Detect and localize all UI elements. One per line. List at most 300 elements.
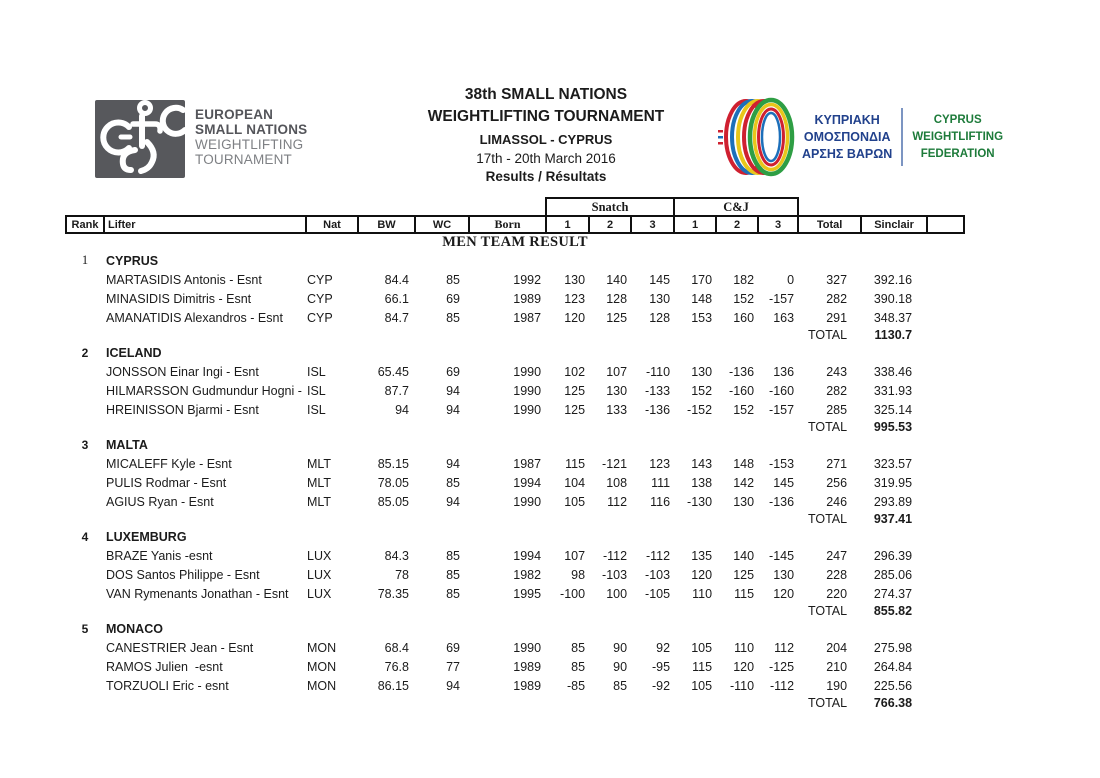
lifter-bodyweight: 66.1 — [384, 291, 409, 306]
attempt-s2: 100 — [606, 586, 628, 601]
lifter-sinclair: 325.14 — [873, 402, 913, 417]
rank-spacer-cell — [66, 362, 104, 381]
lifter-born-year: 1990 — [513, 402, 542, 417]
total-spacer-cell — [66, 695, 798, 711]
lifter-row — [66, 473, 964, 492]
lifter-total: 291 — [826, 310, 848, 325]
col-header-nat: Nat — [306, 216, 358, 233]
lifter-sinclair: 331.93 — [873, 383, 913, 398]
total-spacer-cell — [66, 419, 798, 435]
rank-spacer-cell — [66, 546, 104, 565]
lifter-born-year: 1995 — [513, 586, 542, 601]
col-header-cj-1: 1 — [674, 216, 716, 233]
end-spacer-cell — [927, 454, 964, 473]
attempt-c3: 0 — [787, 272, 795, 287]
end-spacer-cell — [927, 289, 964, 308]
rank-spacer-cell — [66, 270, 104, 289]
left-logo-line-2: SMALL NATIONS — [195, 122, 308, 137]
lifter-nat: MLT — [307, 475, 332, 490]
lifter-born-year: 1989 — [513, 291, 542, 306]
lifter-nat: CYP — [307, 291, 333, 306]
lifter-row — [66, 400, 964, 419]
lifter-name: VAN Rymenants Jonathan - Esnt — [106, 586, 289, 601]
lifter-weight-class: 85 — [446, 586, 460, 601]
attempt-s2: 85 — [613, 678, 628, 693]
end-spacer-cell — [927, 400, 964, 419]
rank-spacer-cell — [66, 454, 104, 473]
lifter-bodyweight: 78 — [395, 567, 409, 582]
team-rank: 2 — [81, 345, 89, 360]
lifter-weight-class: 85 — [446, 567, 460, 582]
english-line-3: FEDERATION — [920, 147, 995, 160]
greek-line-3: ΑΡΣΗΣ ΒΑΡΩΝ — [802, 146, 893, 161]
end-spacer-cell — [927, 327, 964, 343]
lifter-weight-class: 85 — [446, 310, 460, 325]
lifter-nat: LUX — [307, 586, 332, 601]
rank-spacer-cell — [66, 400, 104, 419]
end-spacer-cell — [927, 695, 964, 711]
attempt-c3: 136 — [773, 364, 795, 379]
end-spacer-cell — [927, 473, 964, 492]
col-header-wc: WC — [415, 216, 469, 233]
team-total-row — [66, 327, 964, 343]
lifter-total: 190 — [826, 678, 848, 693]
document-title-block — [346, 84, 746, 186]
group-spacer-right — [798, 198, 964, 216]
end-spacer-cell — [927, 511, 964, 527]
total-spacer-cell — [66, 327, 798, 343]
lifter-born-year: 1990 — [513, 364, 542, 379]
team-header-row — [66, 343, 964, 362]
rank-spacer-cell — [66, 676, 104, 695]
greek-line-1: ΚΥΠΡΙΑΚΗ — [814, 112, 880, 127]
team-name: LUXEMBURG — [106, 529, 187, 544]
greek-line-2: ΟΜΟΣΠΟΝΔΙΑ — [803, 129, 891, 144]
attempt-s3: 128 — [649, 310, 671, 325]
attempt-c2: 115 — [734, 586, 755, 601]
attempt-s1: 85 — [571, 640, 586, 655]
lifter-born-year: 1992 — [513, 272, 542, 287]
attempt-s2: 140 — [606, 272, 628, 287]
logo-divider — [901, 108, 903, 166]
attempt-s2: 90 — [613, 640, 628, 655]
end-spacer-cell — [927, 381, 964, 400]
attempt-c2: 160 — [733, 310, 755, 325]
rank-spacer-cell — [66, 638, 104, 657]
lifter-row — [66, 546, 964, 565]
lifter-nat: MON — [307, 640, 337, 655]
team-total-value: 937.41 — [873, 512, 913, 526]
attempt-s2: 125 — [606, 310, 628, 325]
team-total-row — [66, 511, 964, 527]
group-header-row — [66, 198, 964, 216]
end-spacer-cell — [927, 362, 964, 381]
attempt-c3: -136 — [769, 494, 795, 509]
lifter-total: 247 — [826, 548, 848, 563]
rank-spacer-cell — [66, 308, 104, 327]
end-spacer-cell — [927, 565, 964, 584]
team-total-value: 995.53 — [873, 420, 913, 434]
attempt-s1: 120 — [564, 310, 586, 325]
attempt-s1: 98 — [571, 567, 586, 582]
column-header-row — [66, 216, 964, 233]
attempt-s1: 107 — [564, 548, 586, 563]
lifter-sinclair: 293.89 — [873, 494, 913, 509]
lifter-sinclair: 319.95 — [873, 475, 913, 490]
section-title: MEN TEAM RESULT — [442, 234, 588, 250]
col-header-lifter: Lifter — [104, 216, 306, 233]
end-spacer-cell — [927, 308, 964, 327]
attempt-c1: 143 — [691, 456, 713, 471]
attempt-c1: 148 — [691, 291, 713, 306]
team-header-row — [66, 435, 964, 454]
lifter-bodyweight: 84.3 — [384, 548, 409, 563]
team-total-row — [66, 419, 964, 435]
english-line-1: CYPRUS — [933, 113, 982, 126]
lifter-weight-class: 85 — [446, 475, 460, 490]
team-rank: 1 — [81, 253, 89, 267]
lifter-bodyweight: 84.4 — [384, 272, 409, 287]
lifter-bodyweight: 68.4 — [384, 640, 409, 655]
lifter-weight-class: 94 — [446, 456, 460, 471]
attempt-c3: -153 — [769, 456, 795, 471]
end-spacer-cell — [927, 419, 964, 435]
lifter-total: 271 — [826, 456, 848, 471]
lifter-row — [66, 638, 964, 657]
attempt-s1: -85 — [566, 678, 586, 693]
attempt-s2: 130 — [606, 383, 628, 398]
lifter-name: DOS Santos Philippe - Esnt — [106, 567, 260, 582]
attempt-s1: 125 — [564, 402, 586, 417]
lifter-sinclair: 225.56 — [873, 678, 913, 693]
team-rank: 4 — [81, 529, 89, 544]
lifter-total: 282 — [826, 383, 848, 398]
attempt-c2: -136 — [729, 364, 755, 379]
attempt-c3: -157 — [769, 291, 795, 306]
col-header-rank: Rank — [66, 216, 104, 233]
attempt-c2: 130 — [733, 494, 755, 509]
col-header-sinclair: Sinclair — [861, 216, 927, 233]
lifter-row — [66, 584, 964, 603]
attempt-c1: 105 — [691, 640, 713, 655]
attempt-c3: -112 — [769, 678, 795, 693]
lifter-weight-class: 69 — [446, 364, 460, 379]
lifter-row — [66, 362, 964, 381]
attempt-c3: -160 — [769, 383, 795, 398]
rank-spacer-cell — [66, 289, 104, 308]
lifter-name: HILMARSSON Gudmundur Hogni - — [106, 383, 302, 398]
attempt-c2: 152 — [733, 291, 755, 306]
attempt-s2: 112 — [607, 494, 628, 509]
attempt-c2: 125 — [733, 567, 755, 582]
cyprus-federation-logo — [716, 86, 1003, 188]
team-rank: 5 — [81, 621, 89, 636]
title-line-1: 38th SMALL NATIONS — [464, 86, 628, 103]
end-spacer-cell — [927, 638, 964, 657]
lifter-weight-class: 85 — [446, 272, 460, 287]
team-header-row — [66, 619, 964, 638]
lifter-row — [66, 381, 964, 400]
lifter-sinclair: 275.98 — [873, 640, 913, 655]
attempt-c1: 153 — [691, 310, 713, 325]
team-header-row — [66, 527, 964, 546]
attempt-c3: -157 — [769, 402, 795, 417]
lifter-sinclair: 323.57 — [873, 456, 913, 471]
lifter-name: JONSSON Einar Ingi - Esnt — [106, 364, 259, 379]
attempt-c1: 130 — [691, 364, 713, 379]
team-header-row — [66, 251, 964, 270]
attempt-c1: 110 — [692, 586, 713, 601]
attempt-s3: -110 — [645, 364, 671, 379]
left-logo-line-3: WEIGHTLIFTING — [195, 137, 304, 152]
attempt-c1: 152 — [691, 383, 713, 398]
federation-name-english — [912, 112, 1003, 163]
end-spacer-cell — [927, 657, 964, 676]
lifter-name: CANESTRIER Jean - Esnt — [106, 640, 254, 655]
lifter-bodyweight: 86.15 — [377, 678, 409, 693]
lifter-total: 210 — [826, 659, 848, 674]
lifter-born-year: 1990 — [513, 494, 542, 509]
lifter-nat: MON — [307, 678, 337, 693]
lifter-nat: CYP — [307, 310, 333, 325]
attempt-s1: 125 — [564, 383, 586, 398]
end-spacer-cell — [927, 492, 964, 511]
lifter-bodyweight: 85.15 — [377, 456, 409, 471]
attempt-c3: 130 — [773, 567, 795, 582]
lifter-sinclair: 348.37 — [873, 310, 913, 325]
attempt-c2: -110 — [729, 678, 755, 693]
left-logo-line-1: EUROPEAN — [195, 107, 274, 122]
total-spacer-cell — [66, 511, 798, 527]
end-spacer-cell — [927, 603, 964, 619]
lifter-name: RAMOS Julien -esnt — [106, 659, 223, 674]
lifter-row — [66, 308, 964, 327]
team-name: MONACO — [106, 621, 163, 636]
team-total-label: TOTAL — [807, 512, 848, 526]
lifter-total: 285 — [826, 402, 848, 417]
lifter-nat: CYP — [307, 272, 333, 287]
end-spacer-cell — [927, 270, 964, 289]
lifter-name: MARTASIDIS Antonis - Esnt — [106, 272, 262, 287]
lifter-total: 256 — [826, 475, 848, 490]
team-name: MALTA — [106, 437, 148, 452]
lifter-total: 327 — [826, 272, 848, 287]
attempt-s3: 116 — [650, 494, 671, 509]
lifter-nat: LUX — [307, 567, 332, 582]
attempt-c3: 112 — [774, 640, 795, 655]
attempt-c2: -160 — [729, 383, 755, 398]
col-header-snatch-3: 3 — [631, 216, 674, 233]
lifter-sinclair: 274.37 — [873, 586, 913, 601]
attempt-c2: 110 — [734, 640, 755, 655]
lifter-bodyweight: 94 — [395, 402, 409, 417]
total-spacer-cell — [66, 603, 798, 619]
lifter-weight-class: 94 — [446, 383, 460, 398]
lifter-row — [66, 289, 964, 308]
attempt-s2: -121 — [602, 456, 628, 471]
attempt-c1: -130 — [687, 494, 713, 509]
rank-spacer-cell — [66, 473, 104, 492]
lifter-born-year: 1987 — [513, 456, 542, 471]
snatch-group-header: Snatch — [546, 198, 674, 216]
attempt-s1: 123 — [564, 291, 586, 306]
lifter-bodyweight: 87.7 — [384, 383, 409, 398]
team-name: CYPRUS — [106, 253, 159, 268]
lifter-sinclair: 285.06 — [873, 567, 913, 582]
col-header-total: Total — [798, 216, 861, 233]
attempt-s3: -136 — [645, 402, 671, 417]
team-total-value: 1130.7 — [874, 328, 913, 342]
lifter-born-year: 1989 — [513, 659, 542, 674]
team-total-label: TOTAL — [807, 328, 848, 342]
lifter-total: 282 — [826, 291, 848, 306]
lifter-bodyweight: 65.45 — [377, 364, 409, 379]
attempt-s3: 130 — [649, 291, 671, 306]
lifter-born-year: 1989 — [513, 678, 542, 693]
col-header-empty — [927, 216, 964, 233]
lifter-name: BRAZE Yanis -esnt — [106, 548, 213, 563]
attempt-c1: 135 — [691, 548, 713, 563]
rank-spacer-cell — [66, 657, 104, 676]
section-title-row — [66, 233, 964, 251]
lifter-name: AMANATIDIS Alexandros - Esnt — [106, 310, 283, 325]
lifter-weight-class: 85 — [446, 548, 460, 563]
lifter-born-year: 1987 — [513, 310, 542, 325]
attempt-s2: 108 — [606, 475, 628, 490]
european-small-nations-logo — [95, 100, 307, 178]
rank-spacer-cell — [66, 584, 104, 603]
team-total-value: 766.38 — [873, 696, 913, 710]
team-name: ICELAND — [106, 345, 162, 360]
lifter-row — [66, 492, 964, 511]
rank-spacer-cell — [66, 492, 104, 511]
title-results-label: Results / Résultats — [485, 169, 607, 184]
attempt-s2: -103 — [602, 567, 628, 582]
lifter-born-year: 1994 — [513, 548, 542, 563]
lifter-weight-class: 69 — [446, 640, 460, 655]
attempt-s2: 90 — [613, 659, 628, 674]
attempt-c2: 140 — [733, 548, 755, 563]
lifter-born-year: 1990 — [513, 640, 542, 655]
title-location: LIMASSOL - CYPRUS — [479, 132, 613, 147]
attempt-s3: 92 — [656, 640, 671, 655]
attempt-c2: 120 — [733, 659, 755, 674]
attempt-s2: 133 — [606, 402, 628, 417]
attempt-c1: 115 — [692, 659, 713, 674]
left-logo-line-4: TOURNAMENT — [195, 152, 293, 167]
team-total-label: TOTAL — [807, 420, 848, 434]
lifter-total: 220 — [826, 586, 848, 601]
lifter-nat: ISL — [307, 402, 326, 417]
lifter-row — [66, 565, 964, 584]
lifter-bodyweight: 78.35 — [377, 586, 409, 601]
attempt-c1: 105 — [691, 678, 713, 693]
lifter-name: MICALEFF Kyle - Esnt — [106, 456, 232, 471]
lifter-born-year: 1994 — [513, 475, 542, 490]
lifter-nat: MLT — [307, 494, 332, 509]
lifter-born-year: 1982 — [513, 567, 542, 582]
lifter-nat: ISL — [307, 383, 326, 398]
lifter-row — [66, 270, 964, 289]
lifter-name: AGIUS Ryan - Esnt — [106, 494, 214, 509]
title-line-2: WEIGHTLIFTING TOURNAMENT — [427, 108, 665, 125]
weightlifter-mark-icon — [95, 100, 185, 178]
attempt-c1: 170 — [691, 272, 713, 287]
english-line-2: WEIGHTLIFTING — [912, 130, 1004, 143]
lifter-total: 246 — [826, 494, 848, 509]
team-total-label: TOTAL — [807, 604, 848, 618]
team-total-value: 855.82 — [873, 604, 913, 618]
lifter-weight-class: 77 — [446, 659, 460, 674]
lifter-weight-class: 94 — [446, 678, 460, 693]
lifter-bodyweight: 78.05 — [377, 475, 409, 490]
attempt-s1: 115 — [565, 456, 586, 471]
lifter-total: 228 — [826, 567, 848, 582]
lifter-name: HREINISSON Bjarmi - Esnt — [106, 402, 259, 417]
attempt-c1: 138 — [691, 475, 713, 490]
attempt-c2: 152 — [733, 402, 755, 417]
lifter-nat: LUX — [307, 548, 332, 563]
team-total-row — [66, 603, 964, 619]
lifter-name: PULIS Rodmar - Esnt — [106, 475, 227, 490]
attempt-s2: -112 — [602, 548, 628, 563]
attempt-c2: 142 — [733, 475, 755, 490]
lifter-sinclair: 390.18 — [873, 291, 913, 306]
lifter-sinclair: 338.46 — [873, 364, 913, 379]
team-rank: 3 — [81, 437, 89, 452]
lifter-name: TORZUOLI Eric - esnt — [106, 678, 229, 693]
attempt-s3: -92 — [652, 678, 671, 693]
lifter-bodyweight: 76.8 — [384, 659, 409, 674]
attempt-c3: -125 — [769, 659, 795, 674]
attempt-c3: 120 — [773, 586, 795, 601]
attempt-s1: 105 — [564, 494, 586, 509]
lifter-sinclair: 264.84 — [873, 659, 913, 674]
team-total-row — [66, 695, 964, 711]
col-header-cj-2: 2 — [716, 216, 758, 233]
attempt-s3: -95 — [652, 659, 671, 674]
col-header-born: Born — [469, 216, 546, 233]
end-spacer-cell — [927, 676, 964, 695]
lifter-row — [66, 454, 964, 473]
lifter-row — [66, 676, 964, 695]
lifter-bodyweight: 85.05 — [377, 494, 409, 509]
cj-group-header: C&J — [674, 198, 798, 216]
attempt-s2: 128 — [606, 291, 628, 306]
lifter-weight-class: 94 — [446, 402, 460, 417]
barbell-rings-icon — [716, 86, 796, 188]
col-header-snatch-1: 1 — [546, 216, 589, 233]
attempt-s3: 111 — [651, 475, 671, 490]
lifter-sinclair: 392.16 — [873, 272, 913, 287]
lifter-nat: MLT — [307, 456, 332, 471]
attempt-s1: 104 — [564, 475, 586, 490]
lifter-bodyweight: 84.7 — [384, 310, 409, 325]
lifter-weight-class: 69 — [446, 291, 460, 306]
end-spacer-cell — [927, 546, 964, 565]
attempt-s3: -105 — [645, 586, 671, 601]
attempt-s3: 145 — [649, 272, 671, 287]
attempt-c3: 145 — [773, 475, 795, 490]
team-total-label: TOTAL — [807, 696, 848, 710]
lifter-total: 243 — [826, 364, 848, 379]
left-logo-wordmark — [195, 100, 307, 167]
group-spacer-left — [66, 198, 546, 216]
rank-spacer-cell — [66, 381, 104, 400]
lifter-total: 204 — [826, 640, 848, 655]
attempt-c2: 182 — [733, 272, 755, 287]
lifter-born-year: 1990 — [513, 383, 542, 398]
